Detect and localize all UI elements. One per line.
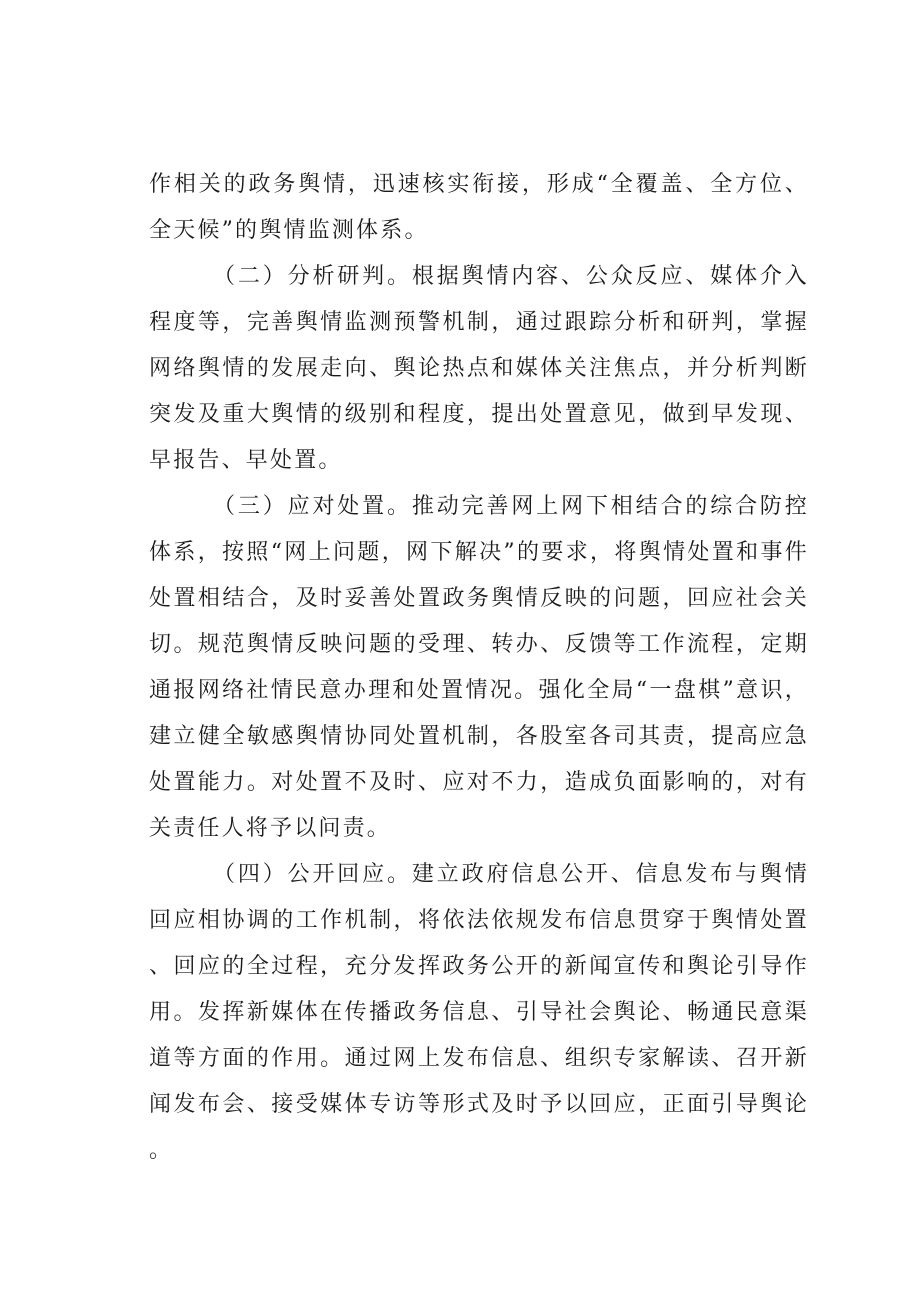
document-body — [149, 162, 809, 1174]
paragraph-response: （三）应对处置。推动完善网上网下相结合的综合防控体系，按照“网上问题，网下解决”的要求，将舆情处置和事件处置相结合，及时妥善处置政务舆情反映的问题，回应社会关切。规范舆情反映问题的受理、转办、反馈等工作流程，定期通报网络社情民意办理和处置情况。强化全局“一盘棋”意识，建立健全敏感舆情协同处置机制，各股室各司其责，提高应急处置能力。对处置不及时、应对不力，造成负面影响的，对有关责任人将予以问责。 — [149, 494, 809, 841]
paragraph-continuation: 作相关的政务舆情，迅速核实衔接，形成“全覆盖、全方位、全天候”的舆情监测体系。 — [149, 172, 809, 243]
paragraph-analysis: （二）分析研判。根据舆情内容、公众反应、媒体介入程度等，完善舆情监测预警机制，通过跟踪分析和研判，掌握网络舆情的发展走向、舆论热点和媒体关注焦点，并分析判断突发及重大舆情的级别和程度，提出处置意见，做到早发现、早报告、早处置。 — [149, 264, 809, 473]
paragraph-public-reply: （四）公开回应。建立政府信息公开、信息发布与舆情回应相协调的工作机制，将依法依规发布信息贯穿于舆情处置、回应的全过程，充分发挥政务公开的新闻宣传和舆论引导作用。发挥新媒体在传播政务信息、引导社会舆论、畅通民意渠道等方面的作用。通过网上发布信息、组织专家解读、召开新闻发布会、接受媒体专访等形式及时予以回应，正面引导舆论。 — [149, 862, 809, 1163]
